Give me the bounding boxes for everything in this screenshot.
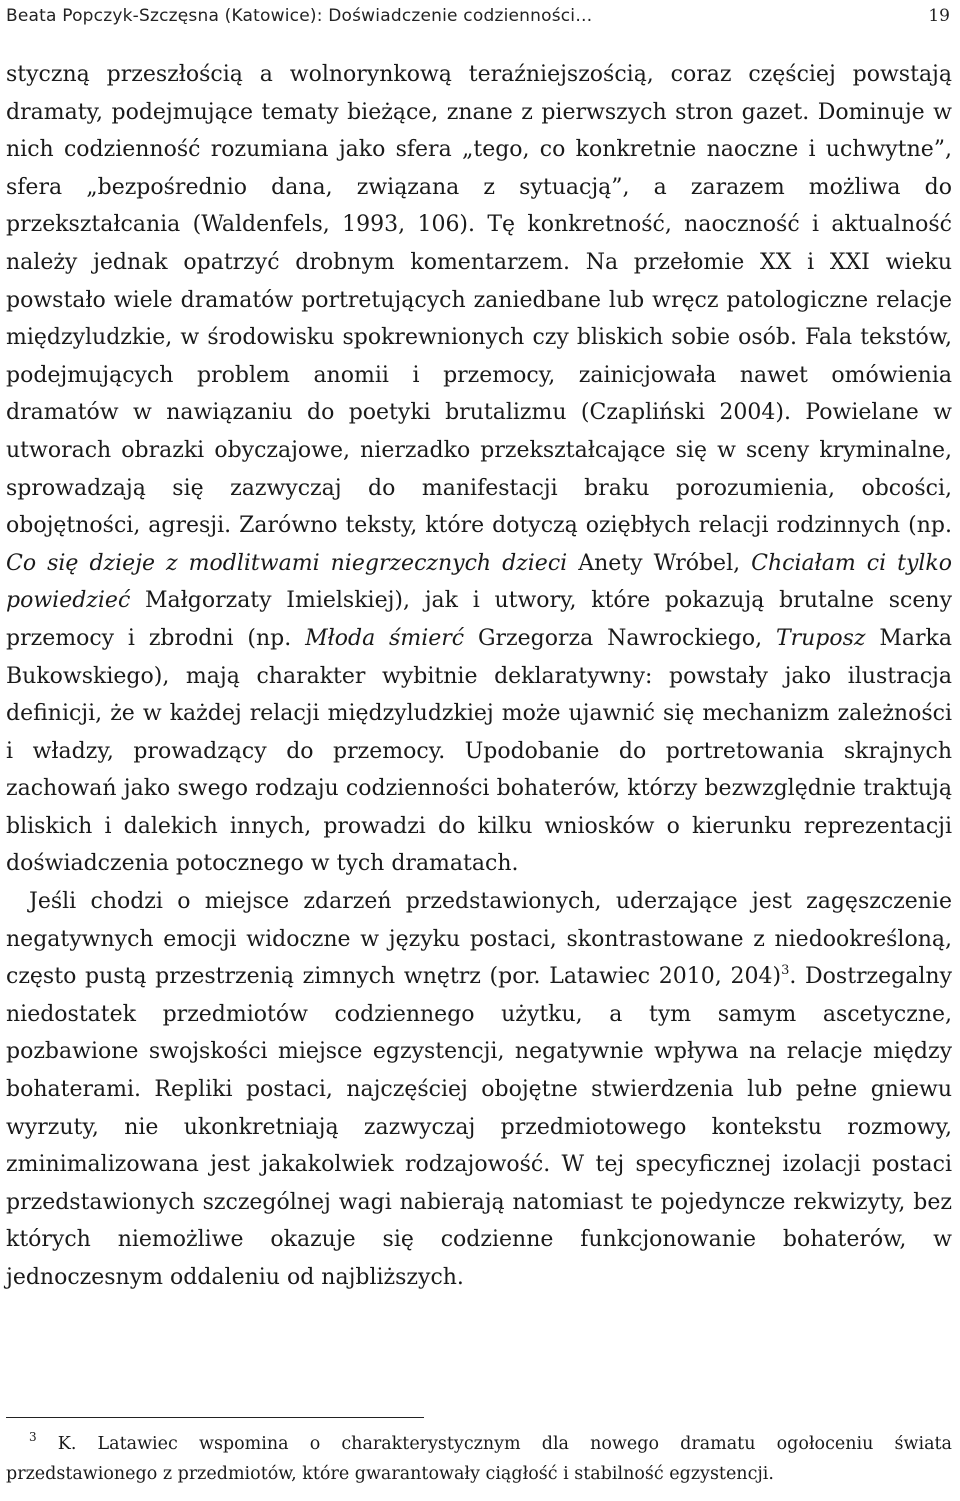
work-title: Młoda śmierć bbox=[305, 625, 465, 651]
text-run: styczną przeszłością a wolnorynkową teraźniejszością, coraz częściej powstają dramaty, podejmujące tematy bieżące, znane z pierwszych stron gazet. Dominuje w nich codzienność rozumiana jako sfera „tego, co konkretnie naoczne i uchwytne”, sfera „bezpośrednio dana, związana z sytuacją”, a zarazem możliwa do przekształcania (Waldenfels, 1993, 106). Tę konkretność, naoczność i aktualność należy jednak opatrzyć drobnym komentarzem. bbox=[6, 62, 952, 275]
text-run: . Dostrzegalny niedostatek przedmiotów codziennego użytku, a tym samym ascetyczne, pozbawione swojskości miejsce egzystencji, negatywnie wpływa na relacje między bohaterami. Repliki postaci, najczęściej obojętne stwierdzenia lub pełne gniewu wyrzuty, nie ukonkretniają zazwyczaj przedmiotowego kontekstu rozmowy, zminimalizowana jest jakakolwiek rodzajowość. W tej specyficznej izolacji postaci przedstawionych szczególnej wagi nabierają natomiast te pojedyncze rekwizyty, bez których niemożliwe okazuje się codzienne funkcjonowanie bohaterów, w jednoczesnym oddaleniu od najbliższych. bbox=[6, 964, 952, 1290]
text-run: Anety Wróbel, bbox=[578, 550, 741, 576]
page-number: 19 bbox=[928, 6, 950, 26]
text-run: Na przełomie XX i XXI wieku powstało wiele dramatów portretujących zaniedbane lub wręcz patologiczne relacje międzyludzkie, w środowisku spokrewnionych czy bliskich sobie osób. Fala tekstów, podejmujących problem anomii i przemocy, zainicjowała nawet omówienia dramatów w nawiązaniu do poetyki brutalizmu (Czapliński 2004). Powielane w utworach obrazki obyczajowe, nierzadko przekształcające się w sceny kryminalne, sprowadzają się zazwyczaj do manifestacji braku porozumienia, obcości, obojętności, agresji. Zarówno teksty, które dotyczą oziębłych relacji rodzinnych (np. bbox=[6, 249, 952, 539]
document-page bbox=[6, 0, 952, 1501]
work-title: Chciałam ci tylko powiedzieć bbox=[6, 550, 953, 614]
work-title: Co się dzieje z modlitwami niegrzecznych dzieci bbox=[6, 550, 568, 576]
text-run: Grzegorza Nawrockiego, bbox=[477, 625, 763, 651]
work-title: Truposz bbox=[775, 625, 866, 651]
running-header bbox=[6, 6, 952, 32]
footnote-text: K. Latawiec wspomina o charakterystycznym dla nowego dramatu ogołoceniu świata przedstawionego z przedmiotów, które gwarantowały ciągłość i stabilność egzystencji. bbox=[6, 1434, 952, 1484]
footnote-reference[interactable]: 3 bbox=[781, 963, 790, 979]
footnote-divider bbox=[6, 1417, 424, 1418]
paragraph bbox=[6, 883, 952, 1297]
footnote bbox=[6, 1429, 952, 1489]
text-run: Jeśli chodzi o miejsce zdarzeń przedstawionych, uderzające jest zagęszczenie negatywnych emocji widoczne w języku postaci, skontrastowane z niedookreśloną, często pustą przestrzenią zimnych wnętrz (por. Latawiec 2010, 204) bbox=[6, 889, 952, 990]
running-title: Beata Popczyk-Szczęsna (Katowice): Doświadczenie codzienności… bbox=[6, 6, 593, 26]
main-text bbox=[6, 56, 952, 1297]
paragraph bbox=[6, 56, 952, 883]
footnote-mark: 3 bbox=[29, 1430, 37, 1444]
text-run: Małgorzaty Imielskiej), jak i utwory, które pokazują brutalne sceny przemocy i zbrodni (np. bbox=[6, 588, 952, 651]
footnote-paragraph bbox=[6, 1429, 952, 1489]
text-run: Marka Bukowskiego), mają charakter wybitnie deklaratywny: powstały jako ilustracja definicji, że w każdej relacji międzyludzkiej może ujawnić się mechanizm zależności i władzy, prowadzący do przemocy. Upodobanie do portretowania skrajnych zachowań jako swego rodzaju codzienności bohaterów, którzy bezwzględnie traktują bliskich i dalekich innych, prowadzi do kilku wniosków o kierunku reprezentacji doświadczenia potocznego w tych dramatach. bbox=[6, 625, 952, 877]
